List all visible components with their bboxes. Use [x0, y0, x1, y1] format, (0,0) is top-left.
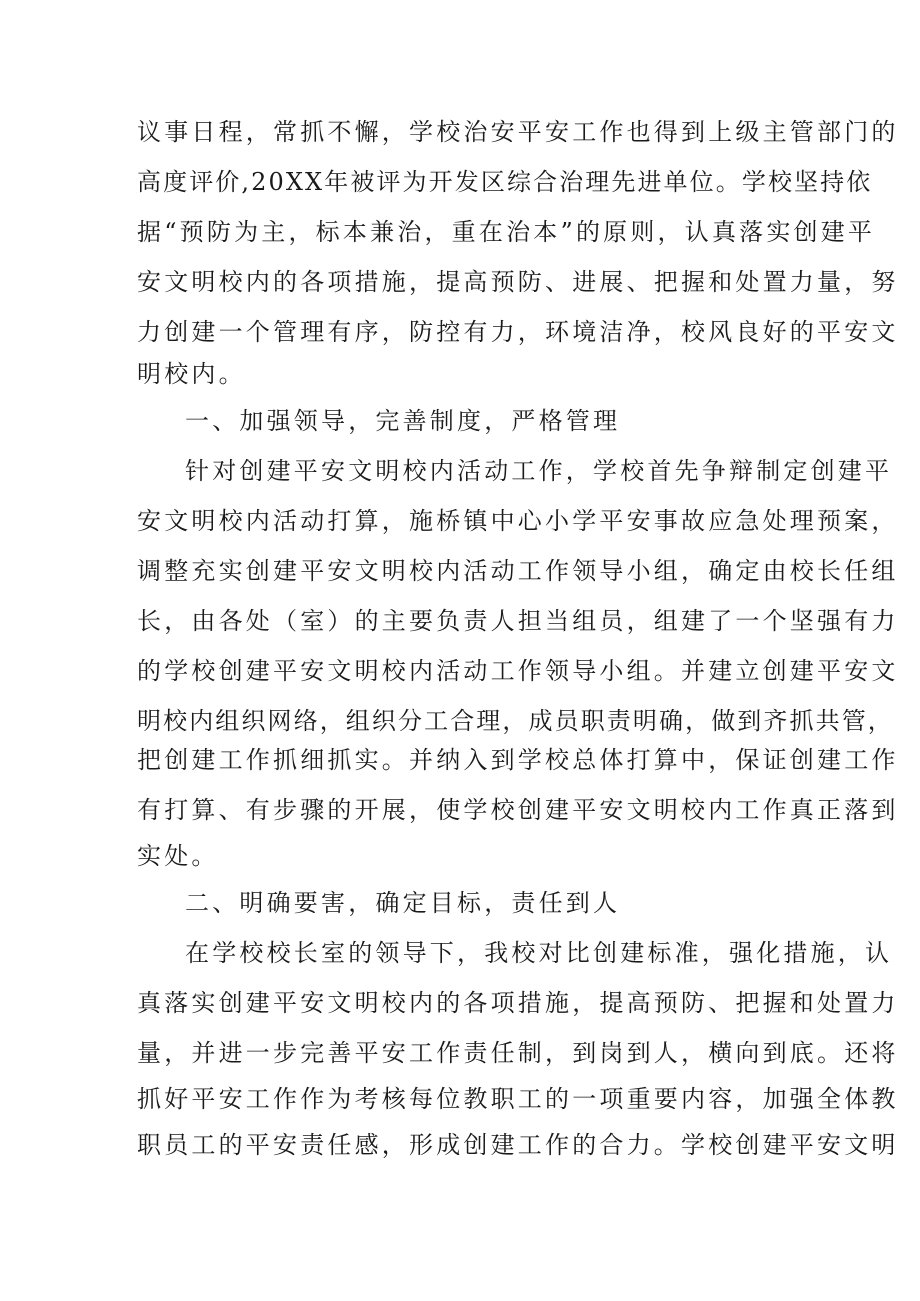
paragraph-line: 安文明校内的各项措施，提高预防、进展、把握和处置力量，努 — [137, 268, 899, 296]
paragraph-line: 高度评价,20XX年被评为开发区综合治理先进单位。学校坚持依 — [137, 168, 873, 196]
paragraph-line: 据“预防为主，标本兼治，重在治本”的原则，认真落实创建平 — [137, 218, 876, 246]
paragraph-line: 抓好平安工作作为考核每位教职工的一项重要内容，加强全体教 — [137, 1085, 899, 1113]
paragraph-line: 把创建工作抓细抓实。并纳入到学校总体打算中，保证创建工作 — [137, 746, 899, 774]
paragraph-line: 量，并进一步完善平安工作责任制，到岗到人，横向到底。还将 — [137, 1039, 899, 1067]
paragraph-line: 实处。 — [137, 842, 219, 870]
paragraph-line: 明校内。 — [137, 360, 246, 388]
paragraph-line: 职员工的平安责任感，形成创建工作的合力。学校创建平安文明 — [137, 1131, 899, 1159]
paragraph-line: 有打算、有步骤的开展，使学校创建平安文明校内工作真正落到 — [137, 796, 899, 824]
paragraph-line: 力创建一个管理有序，防控有力，环境洁净，校风良好的平安文 — [137, 318, 899, 346]
paragraph-line: 的学校创建平安文明校内活动工作领导小组。并建立创建平安文 — [137, 657, 899, 685]
section-heading: 二、明确要害，确定目标，责任到人 — [185, 889, 621, 917]
paragraph-line: 调整充实创建平安文明校内活动工作领导小组，确定由校长任组 — [137, 557, 899, 585]
paragraph-line: 针对创建平安文明校内活动工作，学校首先争辩制定创建平 — [185, 457, 893, 485]
paragraph-line: 明校内组织网络，组织分工合理，成员职责明确，做到齐抓共管， — [137, 707, 894, 735]
section-heading: 一、加强领导，完善制度，严格管理 — [185, 407, 621, 435]
paragraph-line: 长，由各处（室）的主要负责人担当组员，组建了一个坚强有力 — [137, 607, 899, 635]
paragraph-line: 议事日程，常抓不懈，学校治安平安工作也得到上级主管部门的 — [137, 118, 899, 146]
paragraph-line: 在学校校长室的领导下，我校对比创建标准，强化措施，认 — [185, 939, 893, 967]
paragraph-line: 真落实创建平安文明校内的各项措施，提高预防、把握和处置力 — [137, 989, 899, 1017]
paragraph-line: 安文明校内活动打算，施桥镇中心小学平安事故应急处理预案， — [137, 507, 899, 535]
